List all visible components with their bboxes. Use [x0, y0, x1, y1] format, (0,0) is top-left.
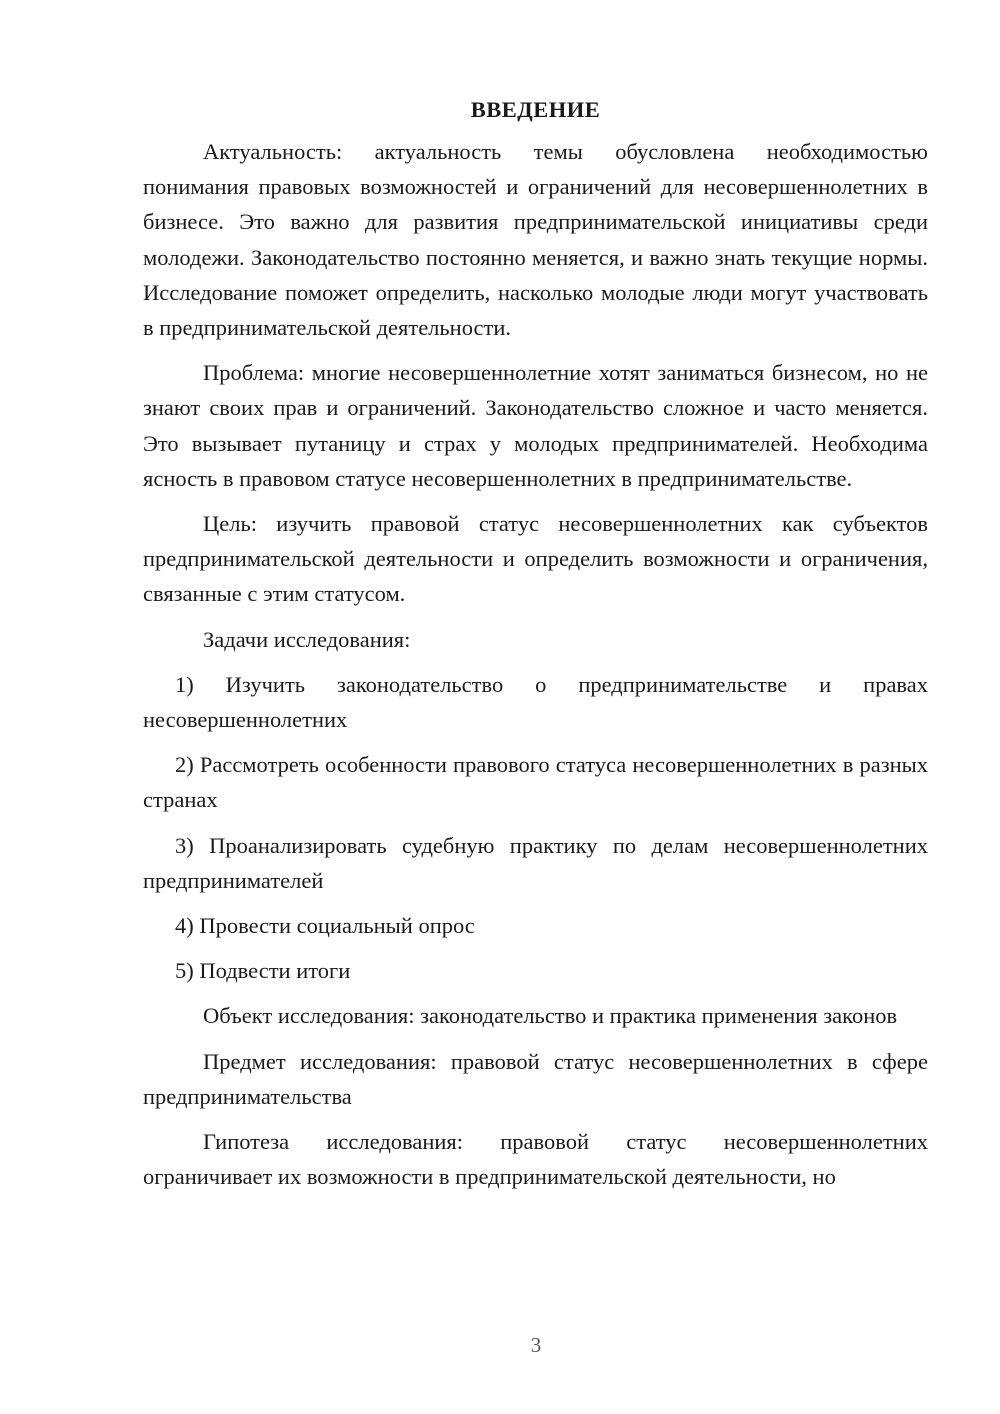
- paragraph-hypothesis: Гипотеза исследования: правовой статус несовершеннолетних ограничивает их возможности в предпринимательской деятельности, но: [143, 1129, 928, 1190]
- paragraph-problem: Проблема: многие несовершеннолетние хотят заниматься бизнесом, но не знают своих прав и ограничений. Законодательство сложное и часто меняется. Это вызывает путаницу и страх у молодых предпринимателей. Необходима ясность в правовом статусе несовершеннолетних в предпринимательстве.: [143, 360, 928, 491]
- task-item: 5) Подвести итоги: [175, 958, 351, 984]
- paragraph-goal: Цель: изучить правовой статус несовершеннолетних как субъектов предпринимательской деятельности и определить возможности и ограничения, связанные с этим статусом.: [143, 511, 928, 607]
- task-item: 4) Провести социальный опрос: [175, 913, 475, 939]
- paragraph-subject: Предмет исследования: правовой статус несовершеннолетних в сфере предпринимательства: [143, 1048, 928, 1109]
- page-title: ВВЕДЕНИЕ: [470, 97, 601, 122]
- paragraph-object: Объект исследования: законодательство и практика применения законов: [203, 1003, 898, 1029]
- paragraph-relevance: Актуальность: актуальность темы обусловлена необходимостью понимания правовых возможностей и ограничений для несовершеннолетних в бизнесе. Это важно для развития предпринимательской инициативы среди молодежи. Законодательство постоянно меняется, и важно знать текущие нормы. Исследование поможет определить, насколько молодые люди могут участвовать в предпринимательской деятельности.: [143, 139, 928, 341]
- task-item: 1) Изучить законодательство о предпринимательстве и правах несовершеннолетних: [143, 671, 928, 733]
- document-page: [143, 90, 928, 1194]
- paragraph-tasks-heading: Задачи исследования:: [203, 626, 411, 652]
- task-item: 2) Рассмотреть особенности правового статуса несовершеннолетних в разных странах: [143, 752, 928, 813]
- task-item: 3) Проанализировать судебную практику по делам несовершеннолетних предпринимателей: [143, 832, 928, 893]
- page-number: 3: [530, 1333, 542, 1357]
